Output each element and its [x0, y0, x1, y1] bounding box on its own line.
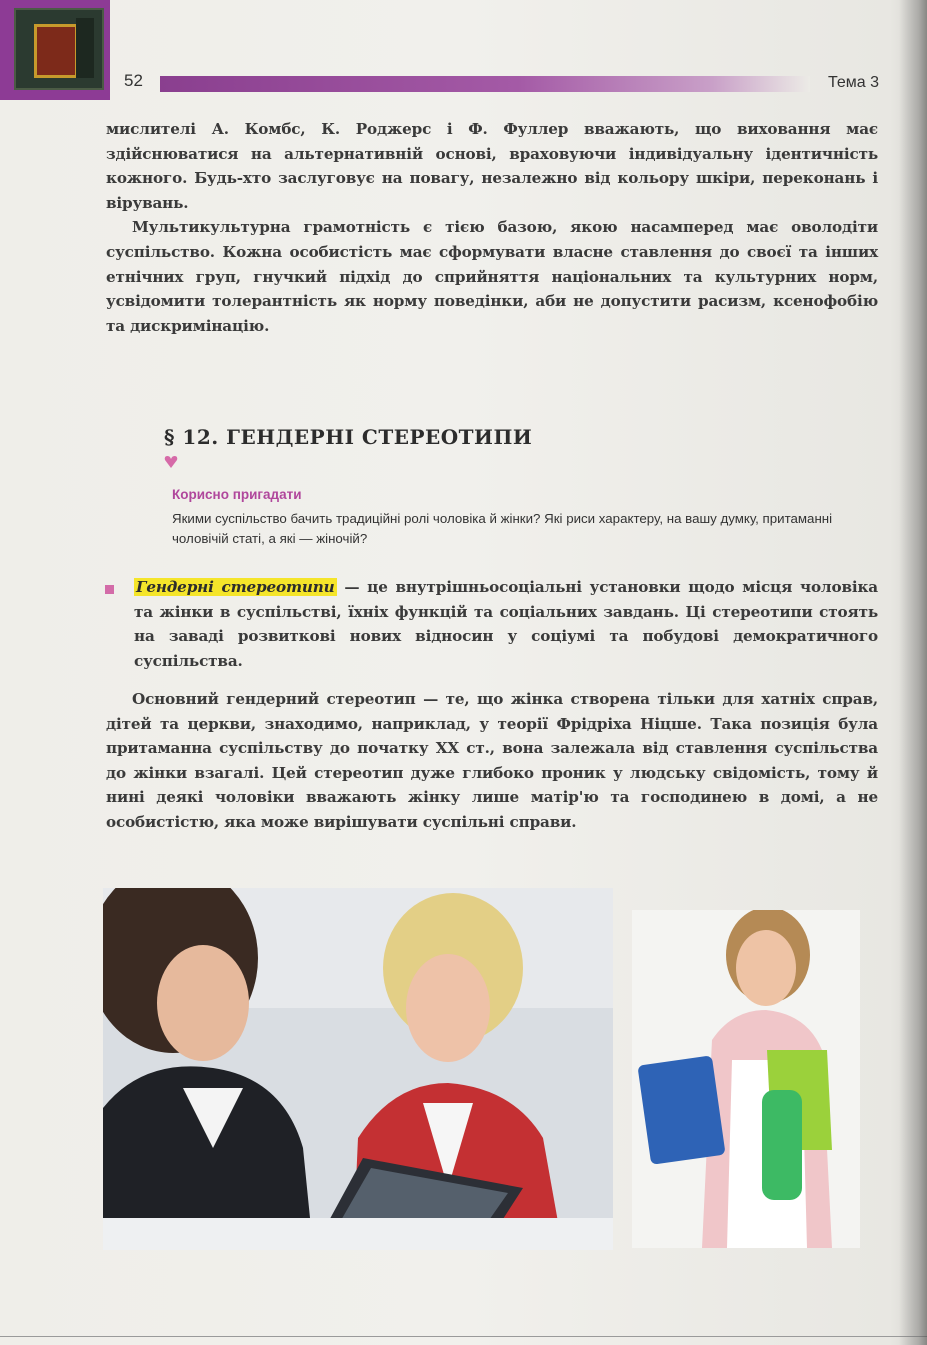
page-number: 52 [124, 71, 143, 90]
footer-line [0, 1336, 927, 1337]
heart-icon [164, 455, 178, 469]
businesswomen-photo [103, 888, 613, 1250]
corner-color-block [0, 0, 110, 100]
page-edge-shadow [899, 0, 927, 1345]
intro-text [106, 117, 878, 338]
body-paragraph-1: Основний гендерний стереотип — те, що жінка створена тільки для хатніх справ, дітей та церкви, знаходимо, наприклад, у теорії Фрідріха Ніцше. Така позиція була притаманна суспільству до початку XX ст., вона залежала від ставлення суспільства до жінки взагалі. Цей стереотип дуже глибоко проник у людську свідомість, тому й нині деякі чоловіки вважають жінку лише матір'ю та господинею в домі, а не особистістю, яка може вирішувати суспільні справи. [106, 690, 878, 831]
remember-label: Корисно пригадати [172, 487, 302, 502]
square-bullet-icon [105, 585, 114, 594]
businesswomen-illustration [103, 888, 613, 1250]
housewife-illustration [632, 910, 860, 1248]
body-text [106, 687, 878, 835]
intro-paragraph-1: мислителі А. Комбс, К. Роджерс і Ф. Фуллер вважають, що виховання має здійснюватися на альтернативній основі, враховуючи індивідуальну ідентичність кожного. Будь-хто заслуговує на повагу, незалежно від кольору шкіри, переконань і вірувань. [106, 120, 878, 212]
remember-question: Якими суспільство бачить традиційні ролі чоловіка й жінки? Які риси характеру, на вашу думку, притаманні чоловічій статі, а які — жіночій? [172, 511, 833, 546]
definition-text: — це внутрішньосоціальні установки щодо місця чоловіка та жінки в суспільстві, їхніх функцій та соціальних завдань. Ці стереотипи стоять на заваді розвиткові нових відносин у соціумі та побудові демократичного суспільства. [134, 578, 878, 670]
definition-block [134, 575, 878, 673]
topic-label: Тема 3 [827, 74, 879, 91]
definition-term: Гендерні стереотипи [136, 578, 335, 596]
housewife-photo [632, 910, 860, 1248]
section-title: § 12. ГЕНДЕРНІ СТЕРЕОТИПИ [164, 425, 533, 449]
header-bar [160, 76, 810, 92]
book-logo-icon [14, 8, 104, 90]
intro-paragraph-2: Мультикультурна грамотність є тією базою, якою насамперед має оволодіти суспільство. Кожна особистість має сформувати власне ставлення до своєї та інших етнічних груп, гнучкий підхід до сприйняття національних та культурних норм, усвідомити толерантність як норму поведінки, аби не допустити расизм, ксенофобію та дискримінацію. [106, 218, 878, 335]
